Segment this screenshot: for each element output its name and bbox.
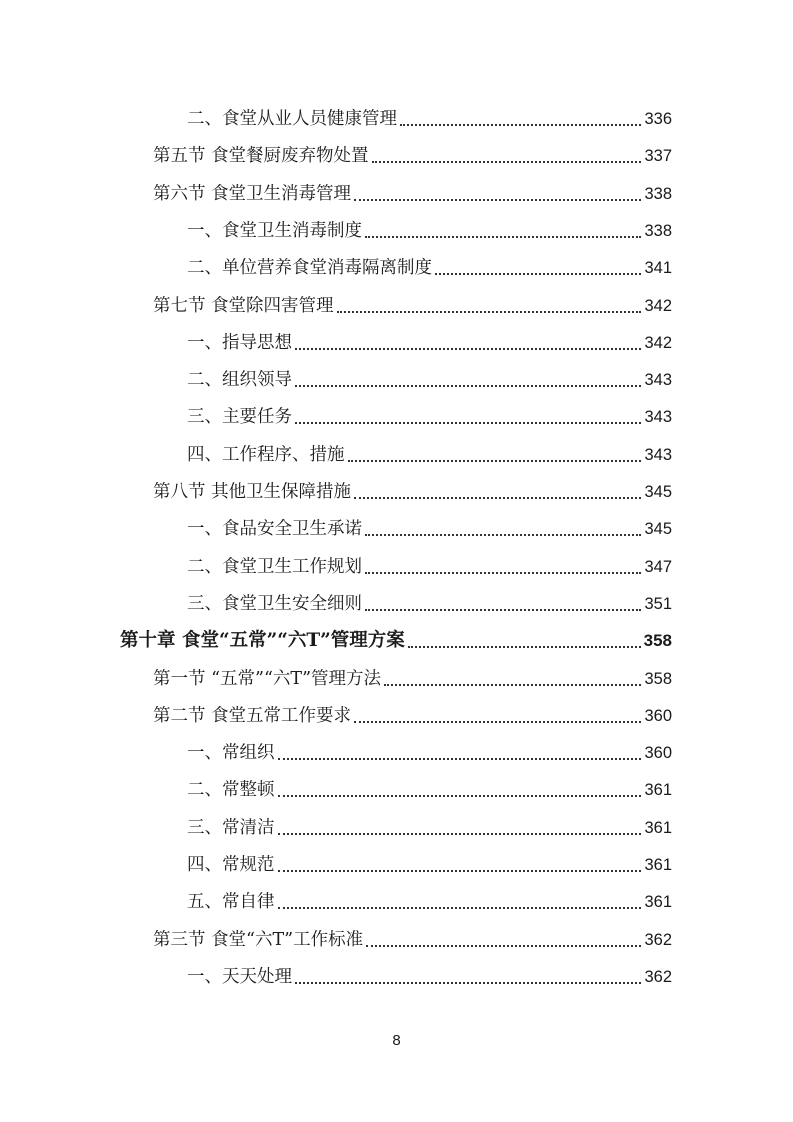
dot-leader xyxy=(354,491,641,499)
toc-entry-item[interactable] xyxy=(187,101,672,131)
toc-entry-label: 第八节 其他卫生保障措施 xyxy=(153,482,352,502)
toc-entry-label: 三、常清洁 xyxy=(187,817,275,838)
toc-entry-label: 二、食堂从业人员健康管理 xyxy=(187,109,397,129)
toc-entry-label: 一、指导思想 xyxy=(187,332,292,353)
toc-entry-label: 二、常整顿 xyxy=(187,780,275,801)
toc-entry-label: 第十章 食堂“五常”“六T”管理方案 xyxy=(120,630,405,652)
dot-leader xyxy=(384,678,641,686)
toc-entry-page-number: 347 xyxy=(644,557,672,576)
dot-leader xyxy=(365,603,641,611)
dot-leader xyxy=(278,752,642,760)
dot-leader xyxy=(295,976,641,984)
toc-entry-page-number: 341 xyxy=(644,259,672,278)
toc-entry-label: 二、食堂卫生工作规划 xyxy=(187,556,362,577)
toc-entry-item[interactable] xyxy=(187,735,672,765)
dot-leader xyxy=(348,454,642,462)
toc-entry-page-number: 361 xyxy=(644,856,672,874)
toc-entry-section[interactable] xyxy=(153,138,672,168)
toc-entry-label: 第五节 食堂餐厨废弃物处置 xyxy=(153,146,369,167)
toc-entry-section[interactable] xyxy=(153,661,672,691)
toc-entry-section[interactable] xyxy=(153,698,672,728)
dot-leader xyxy=(278,901,642,909)
toc-entry-label: 一、食堂卫生消毒制度 xyxy=(187,220,362,241)
toc-entry-page-number: 361 xyxy=(644,818,672,837)
toc-entry-section[interactable] xyxy=(153,922,672,952)
toc-entry-page-number: 360 xyxy=(644,706,672,725)
toc-entry-label: 第六节 食堂卫生消毒管理 xyxy=(153,183,352,204)
toc-entry-page-number: 343 xyxy=(644,371,672,390)
toc-entry-page-number: 362 xyxy=(644,967,672,986)
toc-entry-page-number: 362 xyxy=(644,930,672,949)
dot-leader xyxy=(295,379,641,387)
dot-leader xyxy=(337,305,642,313)
toc-entry-item[interactable] xyxy=(187,586,672,616)
toc-entry-item[interactable] xyxy=(187,362,672,392)
toc-entry-item[interactable] xyxy=(187,772,672,802)
dot-leader xyxy=(365,230,641,238)
dot-leader xyxy=(354,193,641,201)
toc-entry-item[interactable] xyxy=(187,250,672,280)
dot-leader xyxy=(354,715,641,723)
dot-leader xyxy=(366,939,641,947)
dot-leader xyxy=(365,528,641,536)
toc-entry-label: 一、天天处理 xyxy=(187,966,292,987)
dot-leader xyxy=(408,640,641,648)
dot-leader xyxy=(372,155,642,163)
toc-entry-page-number: 361 xyxy=(644,893,672,912)
toc-entry-item[interactable] xyxy=(187,847,672,877)
dot-leader xyxy=(435,267,641,275)
toc-entry-page-number: 360 xyxy=(644,744,672,763)
toc-entry-page-number: 345 xyxy=(644,483,672,501)
dot-leader xyxy=(295,342,641,350)
toc-entry-page-number: 337 xyxy=(644,147,672,166)
toc-entry-label: 三、主要任务 xyxy=(187,407,292,428)
toc-entry-item[interactable] xyxy=(187,437,672,467)
toc-entry-label: 第七节 食堂除四害管理 xyxy=(153,295,334,316)
dot-leader xyxy=(365,566,641,574)
toc-entry-label: 第一节 “五常”“六T”管理方法 xyxy=(153,668,382,689)
toc-entry-page-number: 338 xyxy=(644,221,672,240)
toc-entry-page-number: 358 xyxy=(644,669,672,688)
toc-entry-page-number: 361 xyxy=(644,781,672,800)
toc-entry-label: 第三节 食堂“六T”工作标准 xyxy=(153,929,364,950)
toc-entry-item[interactable] xyxy=(187,399,672,429)
toc-entry-page-number: 342 xyxy=(644,296,672,315)
toc-entry-label: 一、常组织 xyxy=(187,743,275,764)
toc-entry-label: 二、单位营养食堂消毒隔离制度 xyxy=(187,258,432,279)
toc-entry-page-number: 351 xyxy=(644,594,672,613)
toc-entry-label: 第二节 食堂五常工作要求 xyxy=(153,705,352,726)
dot-leader xyxy=(295,416,641,424)
toc-entry-label: 五、常自律 xyxy=(187,892,275,913)
toc-entry-item[interactable] xyxy=(187,549,672,579)
toc-entry-section[interactable] xyxy=(153,474,672,504)
toc-entry-section[interactable] xyxy=(153,176,672,206)
toc-entry-page-number: 358 xyxy=(643,631,672,651)
toc-entry-item[interactable] xyxy=(187,810,672,840)
toc-entry-item[interactable] xyxy=(187,884,672,914)
toc-entry-label: 二、组织领导 xyxy=(187,370,292,391)
dot-leader xyxy=(278,789,642,797)
toc-entry-page-number: 336 xyxy=(644,110,672,128)
page-number: 8 xyxy=(392,1032,401,1049)
toc-entry-item[interactable] xyxy=(187,511,672,541)
toc-entry-page-number: 343 xyxy=(644,408,672,427)
toc-entry-page-number: 345 xyxy=(644,520,672,539)
toc-entry-chapter[interactable] xyxy=(120,623,672,653)
toc-entry-page-number: 338 xyxy=(644,184,672,203)
dot-leader xyxy=(278,827,642,835)
toc-entry-label: 四、常规范 xyxy=(187,855,275,875)
toc-entry-item[interactable] xyxy=(187,325,672,355)
toc-entry-label: 四、工作程序、措施 xyxy=(187,444,345,465)
dot-leader xyxy=(400,118,641,126)
toc-entry-section[interactable] xyxy=(153,288,672,318)
dot-leader xyxy=(278,864,642,872)
toc-entry-item[interactable] xyxy=(187,213,672,243)
toc-entry-page-number: 343 xyxy=(644,445,672,464)
toc-entry-item[interactable] xyxy=(187,959,672,989)
toc-entry-label: 一、食品安全卫生承诺 xyxy=(187,519,362,540)
toc-entry-page-number: 342 xyxy=(644,333,672,352)
toc-entry-label: 三、食堂卫生安全细则 xyxy=(187,593,362,614)
